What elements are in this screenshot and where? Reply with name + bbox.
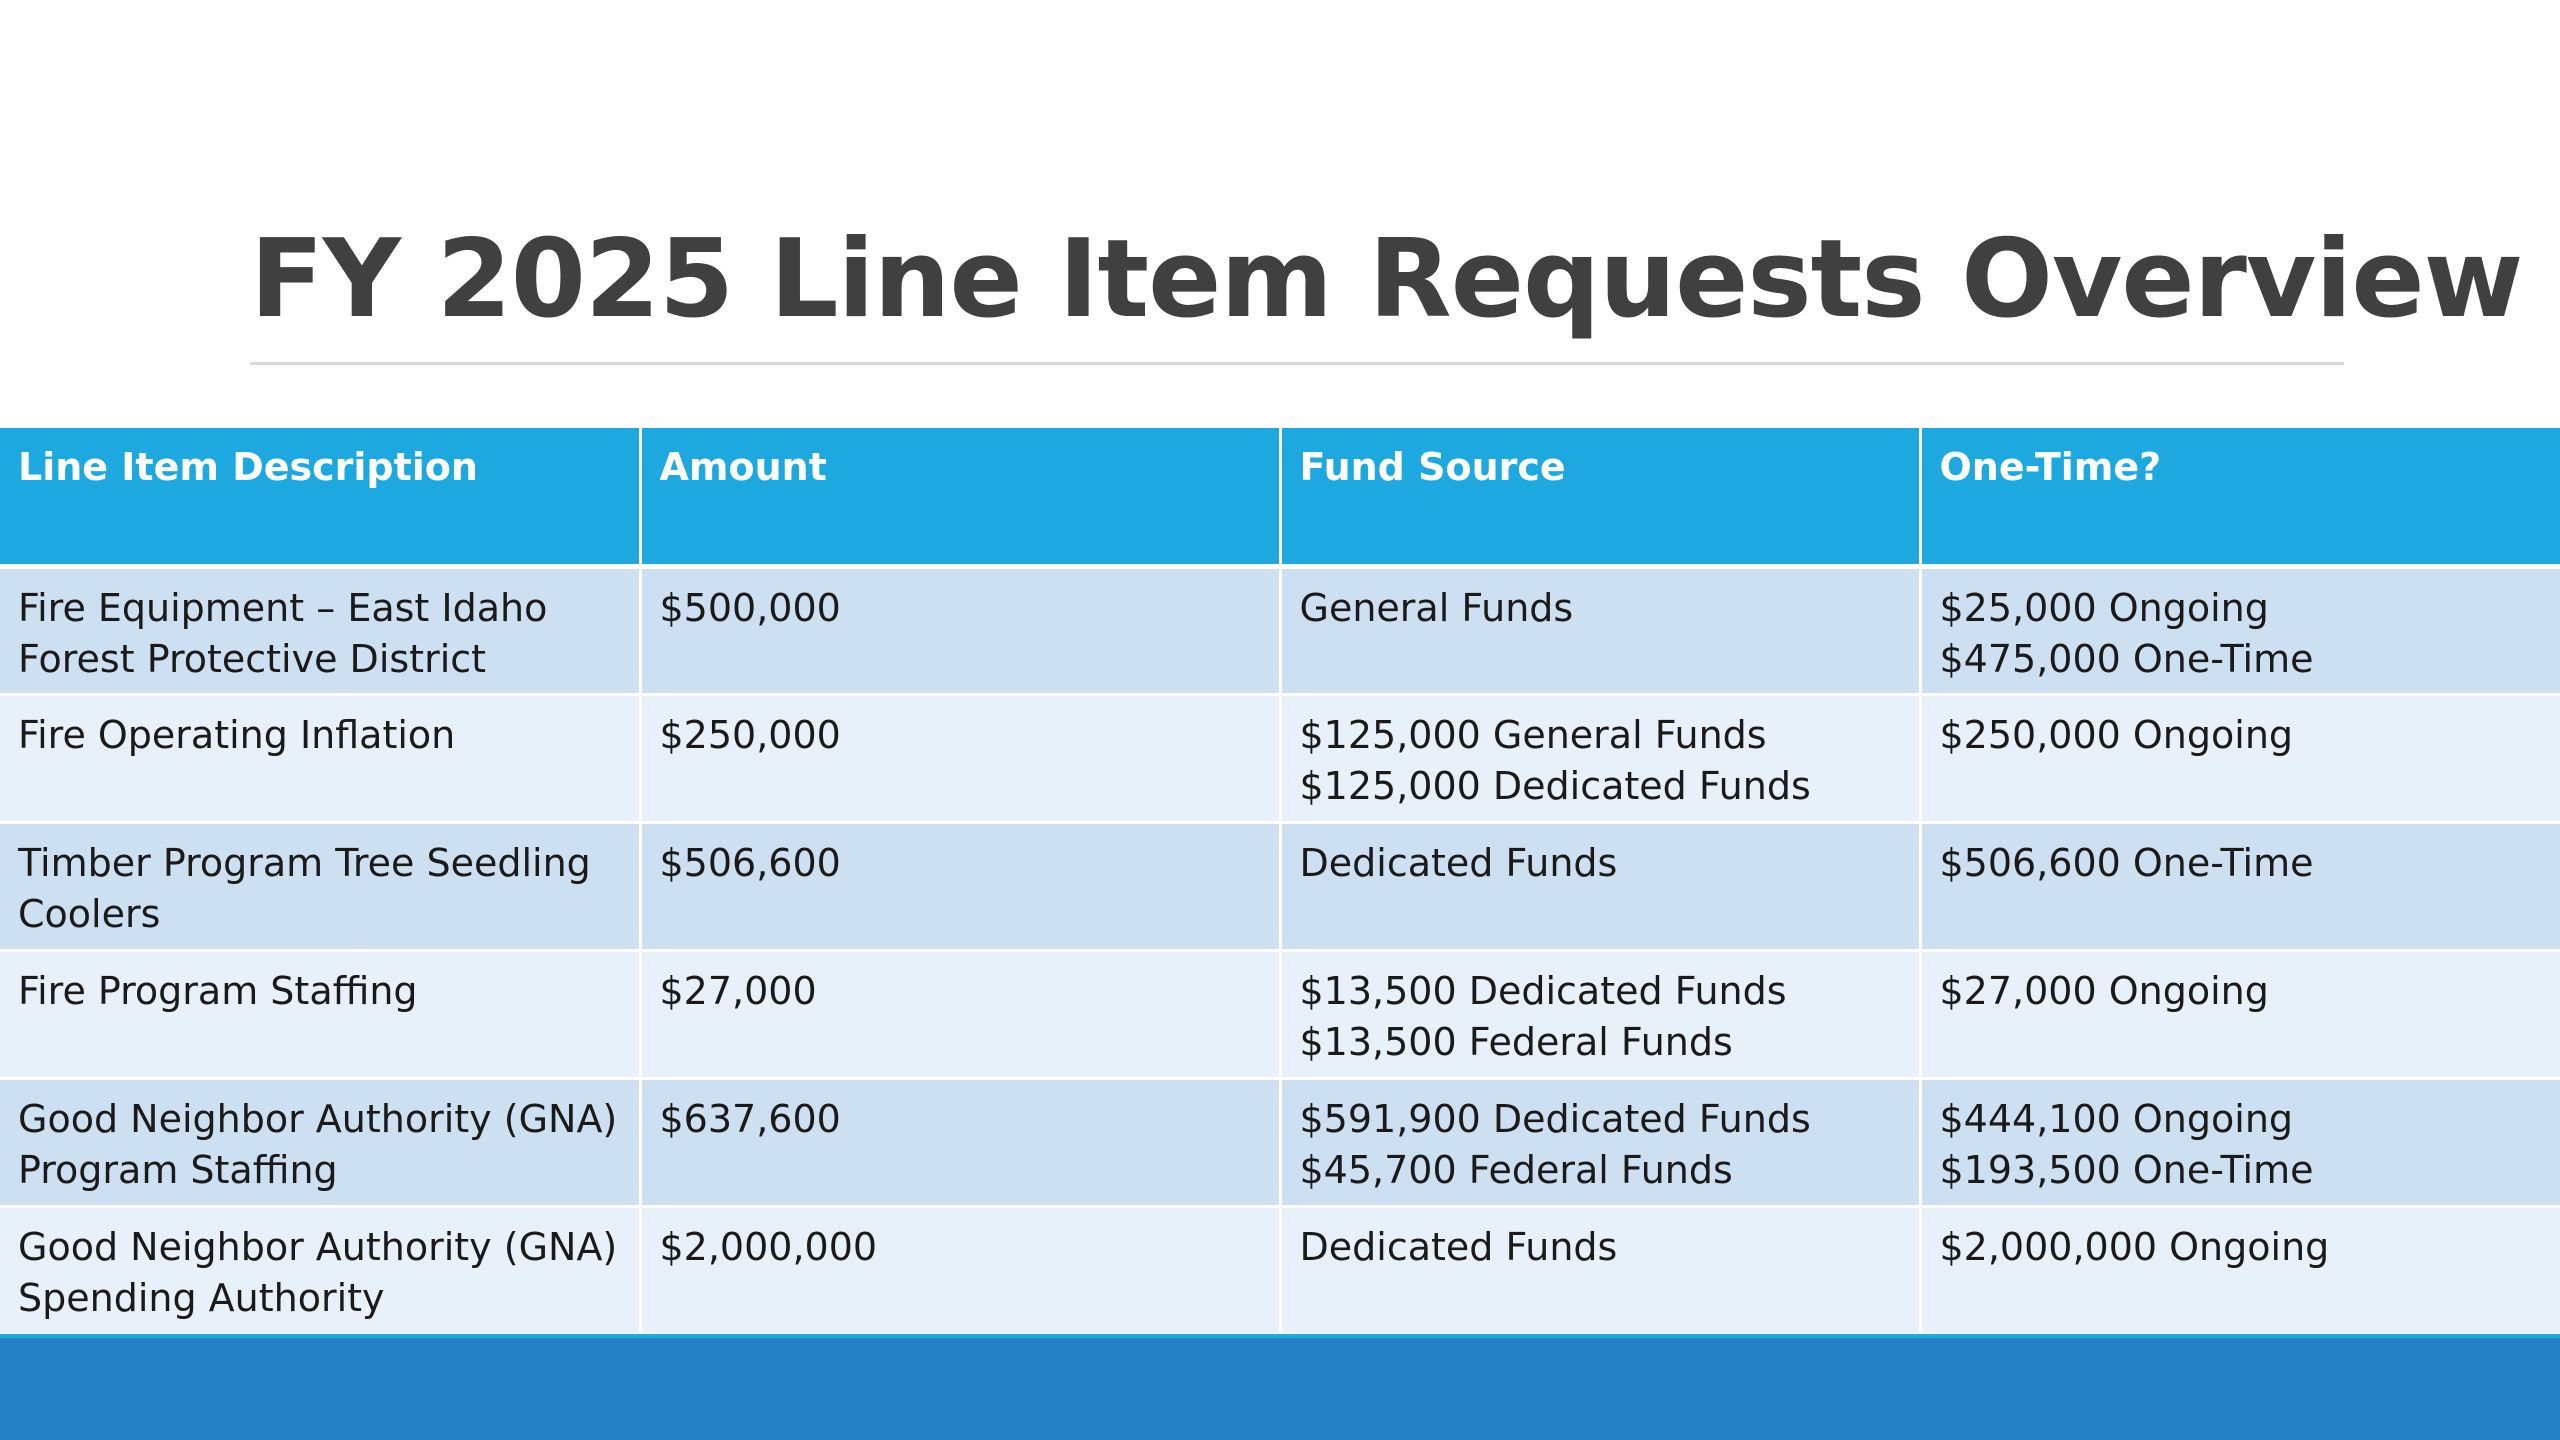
amount-text: $500,000 bbox=[659, 585, 841, 630]
fund-source-line: $13,500 Dedicated Funds bbox=[1299, 968, 1787, 1013]
one-time-line: $25,000 Ongoing bbox=[1939, 585, 2269, 630]
description-text: Good Neighbor Authority (GNA) Program Staffing bbox=[18, 1096, 618, 1192]
cell-amount bbox=[640, 950, 1280, 1078]
cell-fund-source bbox=[1280, 1078, 1920, 1206]
header-fund-source: Fund Source bbox=[1280, 428, 1920, 566]
cell-fund-source bbox=[1280, 822, 1920, 950]
fund-source-line: Dedicated Funds bbox=[1299, 1224, 1618, 1269]
cell-one-time bbox=[1920, 822, 2560, 950]
cell-one-time bbox=[1920, 950, 2560, 1078]
header-amount: Amount bbox=[640, 428, 1280, 566]
cell-amount bbox=[640, 822, 1280, 950]
amount-text: $250,000 bbox=[659, 712, 841, 757]
description-text: Fire Program Staffing bbox=[18, 968, 418, 1013]
cell-one-time bbox=[1920, 1206, 2560, 1334]
cell-description bbox=[0, 1206, 640, 1334]
table-row bbox=[0, 566, 2560, 694]
fund-source-line: $125,000 Dedicated Funds bbox=[1299, 763, 1811, 808]
description-text: Timber Program Tree Seedling Coolers bbox=[18, 840, 591, 936]
cell-fund-source bbox=[1280, 694, 1920, 822]
title-divider bbox=[250, 362, 2344, 365]
cell-fund-source bbox=[1280, 1206, 1920, 1334]
cell-description bbox=[0, 822, 640, 950]
one-time-line: $2,000,000 Ongoing bbox=[1939, 1224, 2330, 1269]
cell-amount bbox=[640, 566, 1280, 694]
table-row bbox=[0, 950, 2560, 1078]
cell-amount bbox=[640, 1206, 1280, 1334]
table-row bbox=[0, 1206, 2560, 1334]
amount-text: $2,000,000 bbox=[659, 1224, 878, 1269]
header-one-time: One-Time? bbox=[1920, 428, 2560, 566]
one-time-line: $475,000 One-Time bbox=[1939, 636, 2314, 681]
fund-source-line: General Funds bbox=[1299, 585, 1574, 630]
cell-description bbox=[0, 1078, 640, 1206]
one-time-line: $444,100 Ongoing bbox=[1939, 1096, 2294, 1141]
amount-text: $506,600 bbox=[659, 840, 841, 885]
cell-fund-source bbox=[1280, 566, 1920, 694]
cell-amount bbox=[640, 694, 1280, 822]
amount-text: $637,600 bbox=[659, 1096, 841, 1141]
cell-description bbox=[0, 694, 640, 822]
cell-one-time bbox=[1920, 1078, 2560, 1206]
cell-description bbox=[0, 566, 640, 694]
cell-fund-source bbox=[1280, 950, 1920, 1078]
cell-one-time bbox=[1920, 566, 2560, 694]
fund-source-line: $45,700 Federal Funds bbox=[1299, 1147, 1733, 1192]
line-item-table bbox=[0, 428, 2560, 1336]
table-row bbox=[0, 1078, 2560, 1206]
cell-description bbox=[0, 950, 640, 1078]
footer-band bbox=[0, 1338, 2560, 1440]
description-text: Good Neighbor Authority (GNA) Spending Authority bbox=[18, 1224, 618, 1320]
description-text: Fire Equipment – East Idaho Forest Protective District bbox=[18, 585, 548, 681]
table-header-row bbox=[0, 428, 2560, 566]
fund-source-line: $125,000 General Funds bbox=[1299, 712, 1767, 757]
amount-text: $27,000 bbox=[659, 968, 817, 1013]
one-time-line: $27,000 Ongoing bbox=[1939, 968, 2269, 1013]
table-row bbox=[0, 822, 2560, 950]
one-time-line: $506,600 One-Time bbox=[1939, 840, 2314, 885]
one-time-line: $193,500 One-Time bbox=[1939, 1147, 2314, 1192]
cell-amount bbox=[640, 1078, 1280, 1206]
fund-source-line: Dedicated Funds bbox=[1299, 840, 1618, 885]
fund-source-line: $591,900 Dedicated Funds bbox=[1299, 1096, 1811, 1141]
description-text: Fire Operating Inflation bbox=[18, 712, 456, 757]
cell-one-time bbox=[1920, 694, 2560, 822]
slide-title: FY 2025 Line Item Requests Overview bbox=[250, 217, 2523, 342]
one-time-line: $250,000 Ongoing bbox=[1939, 712, 2294, 757]
table-row bbox=[0, 694, 2560, 822]
header-line-item-description: Line Item Description bbox=[0, 428, 640, 566]
fund-source-line: $13,500 Federal Funds bbox=[1299, 1019, 1733, 1064]
